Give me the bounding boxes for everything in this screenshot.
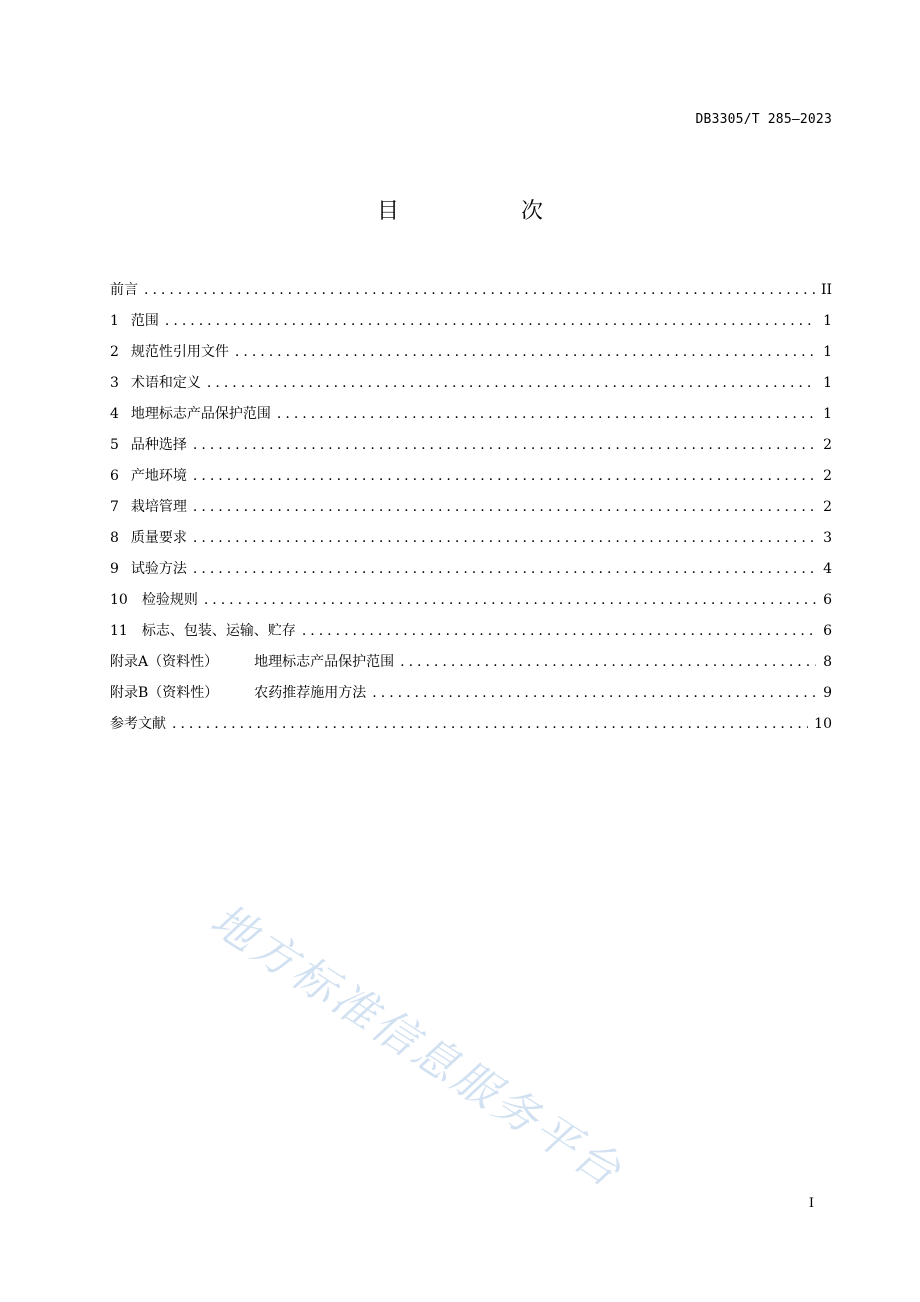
toc-leader-dots xyxy=(204,592,816,608)
toc-leader-dots xyxy=(193,437,816,453)
toc-entry-6[interactable] xyxy=(110,465,832,496)
toc-entry-page: 1 xyxy=(823,375,832,391)
toc-entry-8[interactable] xyxy=(110,527,832,558)
toc-entry-page: II xyxy=(820,282,832,298)
toc-entry-number: 附录B（资料性） xyxy=(110,685,219,701)
toc-entry-label: 前言 xyxy=(110,282,138,298)
toc-entry-2[interactable] xyxy=(110,341,832,372)
toc-entry-page: 9 xyxy=(823,685,832,701)
toc-leader-dots xyxy=(372,685,816,701)
toc-entry-label: 试验方法 xyxy=(130,561,187,577)
toc-leader-dots xyxy=(277,406,816,422)
toc-entry-number: 附录A（资料性） xyxy=(110,654,219,670)
toc-entry-number: 7 xyxy=(110,499,119,515)
toc-entry-label: 参考文献 xyxy=(110,716,166,732)
toc-entry-label: 质量要求 xyxy=(130,530,187,546)
toc-entry-label: 地理标志产品保护范围 xyxy=(130,406,271,422)
toc-entry-label: 检验规则 xyxy=(141,592,198,608)
toc-entry-3[interactable] xyxy=(110,372,832,403)
toc-leader-dots xyxy=(235,344,816,360)
toc-entry-page: 2 xyxy=(823,468,832,484)
toc-entry-appendix-b[interactable] xyxy=(110,682,832,713)
toc-entry-number: 4 xyxy=(110,406,119,422)
toc-entry-preface[interactable] xyxy=(110,279,832,310)
toc-entry-label: 地理标志产品保护范围 xyxy=(254,654,395,670)
toc-entry-1[interactable] xyxy=(110,310,832,341)
watermark: 地方标准信息服务平台 xyxy=(201,894,632,1199)
toc-entry-appendix-a[interactable] xyxy=(110,651,832,682)
toc-entry-page: 3 xyxy=(823,530,832,546)
toc-entry-10[interactable] xyxy=(110,589,832,620)
toc-leader-dots xyxy=(193,530,816,546)
page-number: I xyxy=(808,1196,814,1211)
toc-entry-number: 6 xyxy=(110,468,119,484)
toc-entry-label: 栽培管理 xyxy=(130,499,187,515)
toc-leader-dots xyxy=(172,716,808,732)
toc-entry-page: 6 xyxy=(823,592,832,608)
toc-entry-5[interactable] xyxy=(110,434,832,465)
toc-entry-label: 标志、包装、运输、贮存 xyxy=(141,623,296,639)
toc-entry-4[interactable] xyxy=(110,403,832,434)
document-code: DB3305/T 285—2023 xyxy=(695,112,832,127)
toc-leader-dots xyxy=(302,623,816,639)
toc-entry-11[interactable] xyxy=(110,620,832,651)
toc-entry-label: 产地环境 xyxy=(130,468,187,484)
toc-leader-dots xyxy=(207,375,816,391)
toc-entry-page: 10 xyxy=(814,716,832,732)
toc-leader-dots xyxy=(193,499,816,515)
toc-entry-page: 1 xyxy=(823,406,832,422)
table-of-contents xyxy=(110,279,832,744)
toc-entry-label: 范围 xyxy=(130,313,159,329)
toc-leader-dots xyxy=(193,468,816,484)
toc-entry-number: 1 xyxy=(110,313,119,329)
toc-entry-page: 8 xyxy=(823,654,832,670)
toc-entry-label: 规范性引用文件 xyxy=(130,344,229,360)
toc-leader-dots xyxy=(144,282,815,298)
toc-entry-number: 5 xyxy=(110,437,119,453)
toc-entry-label: 品种选择 xyxy=(130,437,187,453)
toc-entry-9[interactable] xyxy=(110,558,832,589)
toc-entry-7[interactable] xyxy=(110,496,832,527)
toc-entry-label: 术语和定义 xyxy=(130,375,201,391)
toc-entry-number: 9 xyxy=(110,561,119,577)
toc-entry-page: 2 xyxy=(823,437,832,453)
toc-leader-dots xyxy=(193,561,816,577)
toc-entry-page: 2 xyxy=(823,499,832,515)
toc-entry-number: 3 xyxy=(110,375,119,391)
toc-entry-page: 4 xyxy=(823,561,832,577)
toc-leader-dots xyxy=(400,654,816,670)
toc-entry-number: 10 xyxy=(110,592,128,608)
toc-entry-number: 2 xyxy=(110,344,119,360)
toc-leader-dots xyxy=(165,313,816,329)
toc-entry-number: 11 xyxy=(110,623,128,639)
toc-title: 目 次 xyxy=(376,199,593,224)
toc-entry-page: 1 xyxy=(823,313,832,329)
toc-entry-number: 8 xyxy=(110,530,119,546)
toc-entry-page: 1 xyxy=(823,344,832,360)
toc-entry-page: 6 xyxy=(823,623,832,639)
toc-entry-label: 农药推荐施用方法 xyxy=(254,685,367,701)
toc-entry-references[interactable] xyxy=(110,713,832,744)
